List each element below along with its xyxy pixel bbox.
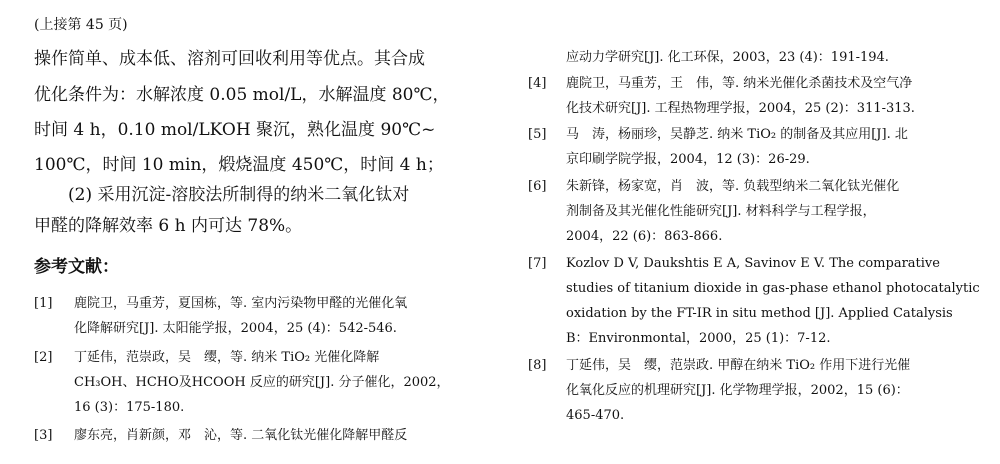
body-line: 甲醛的降解效率 6 h 内可达 78%。 (34, 216, 303, 236)
reference-line: oxidation by the FT-IR in situ method [J]. Applied Catalysis (566, 306, 953, 321)
reference-3-continuation: 应动力学研究[J]. 化工环保，2003，23 (4)：191-194. (566, 50, 889, 65)
references-heading: 参考文献： (34, 257, 119, 277)
body-line: (2) 采用沉淀-溶胶法所制得的纳米二氧化钛对 (68, 185, 410, 205)
reference-line: 朱新锋，杨家宽，肖 波，等. 负载型纳米二氧化钛光催化 (566, 179, 900, 194)
reference-number: [7] (528, 256, 547, 271)
reference-line: 马 涛，杨丽珍，吴静芝. 纳米 TiO₂ 的制备及其应用[J]. 北 (566, 127, 908, 142)
reference-number: [4] (528, 76, 547, 91)
reference-line: Kozlov D V, Daukshtis E A, Savinov E V. The comparative (566, 256, 940, 271)
reference-number: [6] (528, 179, 547, 194)
continued-note: (上接第 45 页) (34, 17, 128, 33)
reference-8 (528, 353, 978, 428)
body-line: 时间 4 h，0.10 mol/LKOH 聚沉，熟化温度 90℃~ (34, 120, 436, 140)
reference-1 (34, 291, 494, 341)
reference-number: [5] (528, 127, 547, 142)
reference-line: CH₃OH、HCHO及HCOOH 反应的研究[J]. 分子催化，2002， (74, 375, 450, 390)
reference-line: 鹿院卫，马重芳，夏国栋，等. 室内污染物甲醛的光催化氧 (74, 296, 408, 311)
reference-line: 化降解研究[J]. 太阳能学报，2004，25 (4)：542-546. (74, 321, 397, 336)
reference-6 (528, 174, 978, 249)
body-line: 100℃，时间 10 min，煅烧温度 450℃，时间 4 h； (34, 155, 444, 175)
body-line: 操作简单、成本低、溶剂可回收利用等优点。其合成 (34, 49, 425, 69)
reference-2 (34, 345, 494, 420)
reference-3 (34, 423, 494, 448)
reference-5 (528, 122, 978, 172)
reference-line: 465-470. (566, 408, 625, 423)
reference-7 (528, 251, 978, 351)
reference-line: 京印刷学院学报，2004，12 (3)：26-29. (566, 152, 810, 167)
reference-line: 16 (3)：175-180. (74, 400, 185, 415)
reference-number: [2] (34, 350, 53, 365)
reference-line: 鹿院卫，马重芳，王 伟，等. 纳米光催化杀菌技术及空气净 (566, 76, 913, 91)
reference-line: 化氧化反应的机理研究[J]. 化学物理学报，2002，15 (6)： (566, 383, 909, 398)
reference-line: 剂制备及其光催化性能研究[J]. 材料科学与工程学报， (566, 204, 876, 219)
reference-number: [1] (34, 296, 53, 311)
reference-line: 廖东亮，肖新颜，邓 沁，等. 二氧化钛光催化降解甲醛反 (74, 428, 408, 443)
reference-line: studies of titanium dioxide in gas-phase ethanol photocatalytic (566, 281, 980, 296)
reference-number: [3] (34, 428, 53, 443)
reference-line: 丁延伟，范崇政，吴 缨，等. 纳米 TiO₂ 光催化降解 (74, 350, 380, 365)
reference-line: 化技术研究[J]. 工程热物理学报，2004，25 (2)：311-313. (566, 101, 915, 116)
reference-line: 2004，22 (6)：863-866. (566, 229, 723, 244)
body-line: 优化条件为：水解浓度 0.05 mol/L，水解温度 80℃， (34, 85, 450, 105)
reference-4 (528, 71, 978, 121)
reference-line: B：Environmontal，2000，25 (1)：7-12. (566, 331, 831, 346)
reference-number: [8] (528, 358, 547, 373)
reference-line: 丁延伟，吴 缨，范崇政. 甲醇在纳米 TiO₂ 作用下进行光催 (566, 358, 911, 373)
